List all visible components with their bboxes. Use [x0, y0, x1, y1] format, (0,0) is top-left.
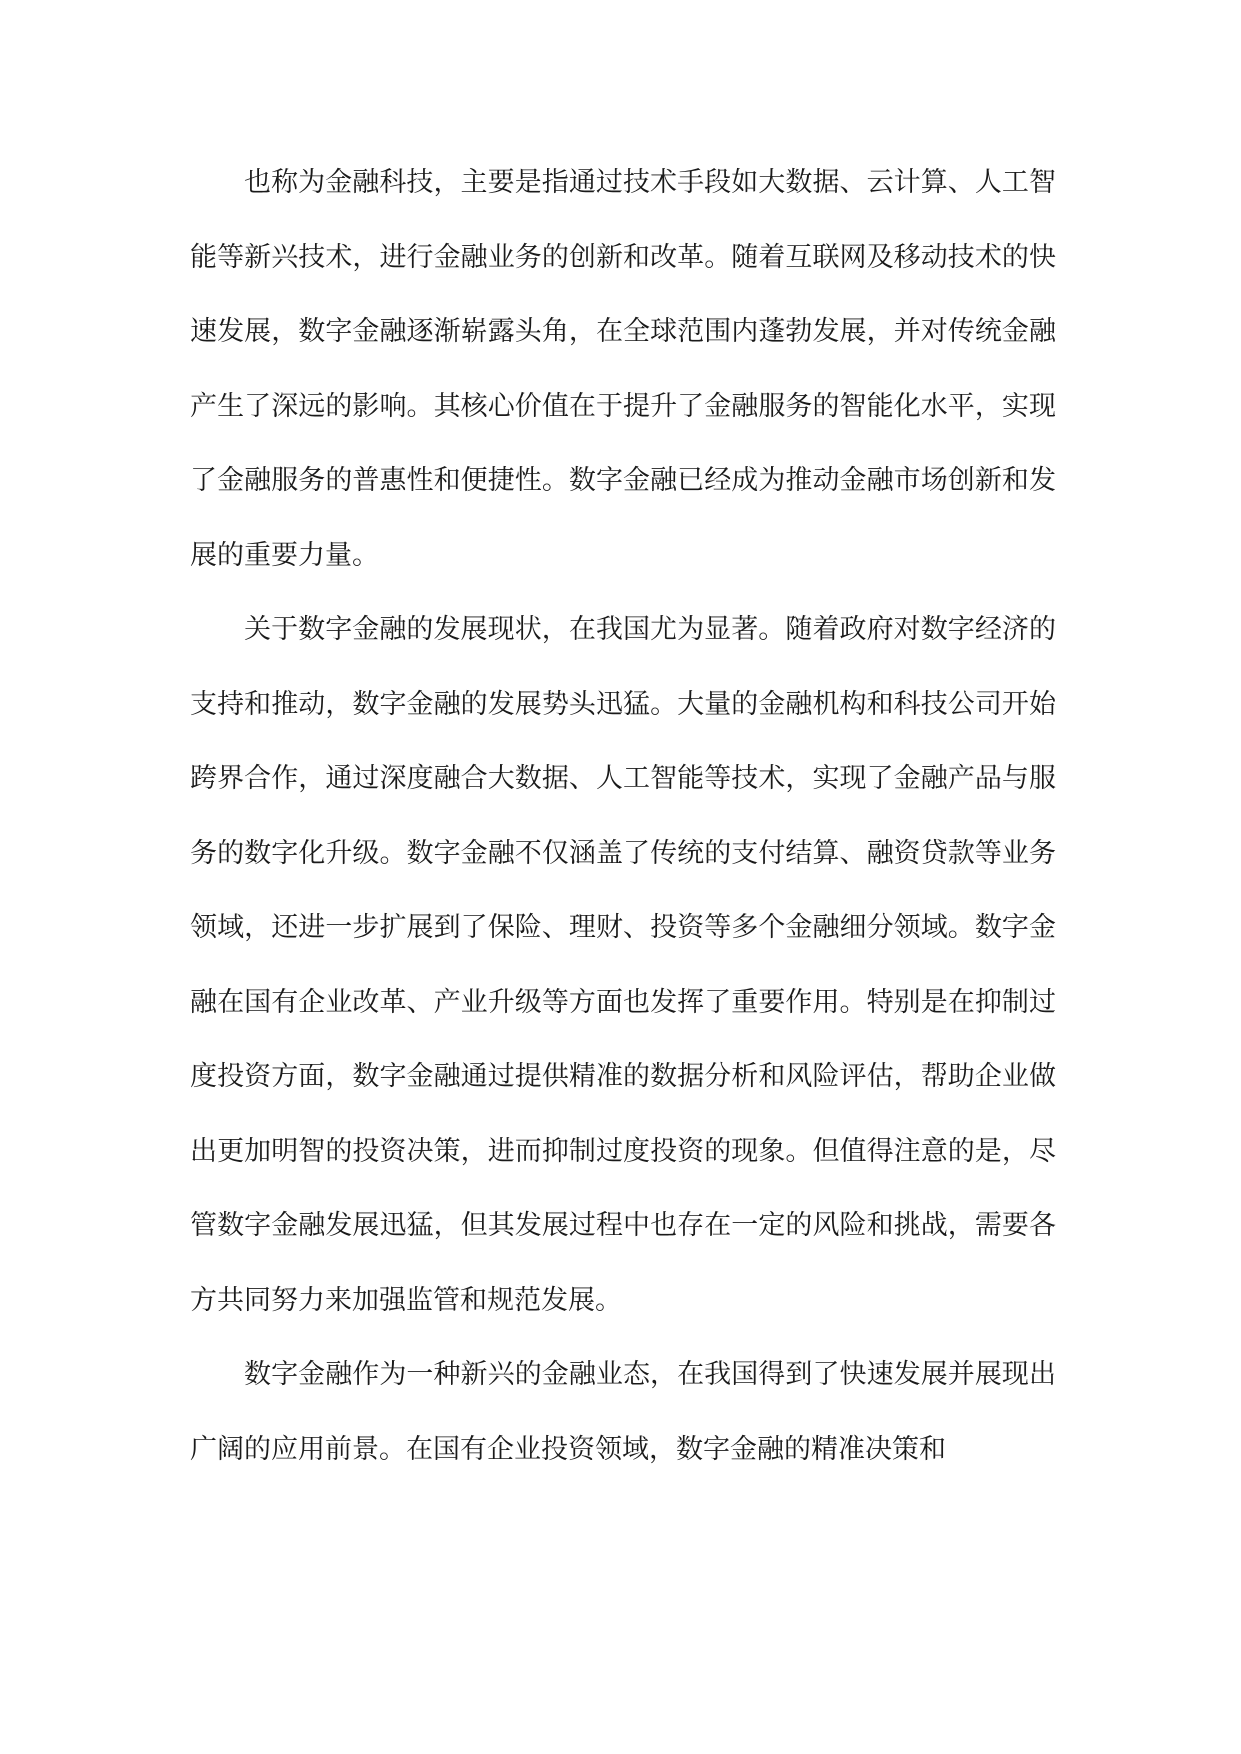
paragraph-2: 关于数字金融的发展现状，在我国尤为显著。随着政府对数字经济的支持和推动，数字金融的发展势头迅猛。大量的金融机构和科技公司开始跨界合作，通过深度融合大数据、人工智能等技术，实现了金融产品与服务的数字化升级。数字金融不仅涵盖了传统的支付结算、融资贷款等业务领域，还进一步扩展到了保险、理财、投资等多个金融细分领域。数字金融在国有企业改革、产业升级等方面也发挥了重要作用。特别是在抑制过度投资方面，数字金融通过提供精准的数据分析和风险评估，帮助企业做出更加明智的投资决策，进而抑制过度投资的现象。但值得注意的是，尽管数字金融发展迅猛，但其发展过程中也存在一定的风险和挑战，需要各方共同努力来加强监管和规范发展。: [190, 614, 1056, 1316]
paragraph-1: 也称为金融科技，主要是指通过技术手段如大数据、云计算、人工智能等新兴技术，进行金融业务的创新和改革。随着互联网及移动技术的快速发展，数字金融逐渐崭露头角，在全球范围内蓬勃发展，并对传统金融产生了深远的影响。其核心价值在于提升了金融服务的智能化水平，实现了金融服务的普惠性和便捷性。数字金融已经成为推动金融市场创新和发展的重要力量。: [190, 167, 1056, 571]
document-body: [190, 146, 1056, 1487]
paragraph-3: 数字金融作为一种新兴的金融业态，在我国得到了快速发展并展现出广阔的应用前景。在国有企业投资领域，数字金融的精准决策和: [190, 1359, 1056, 1465]
